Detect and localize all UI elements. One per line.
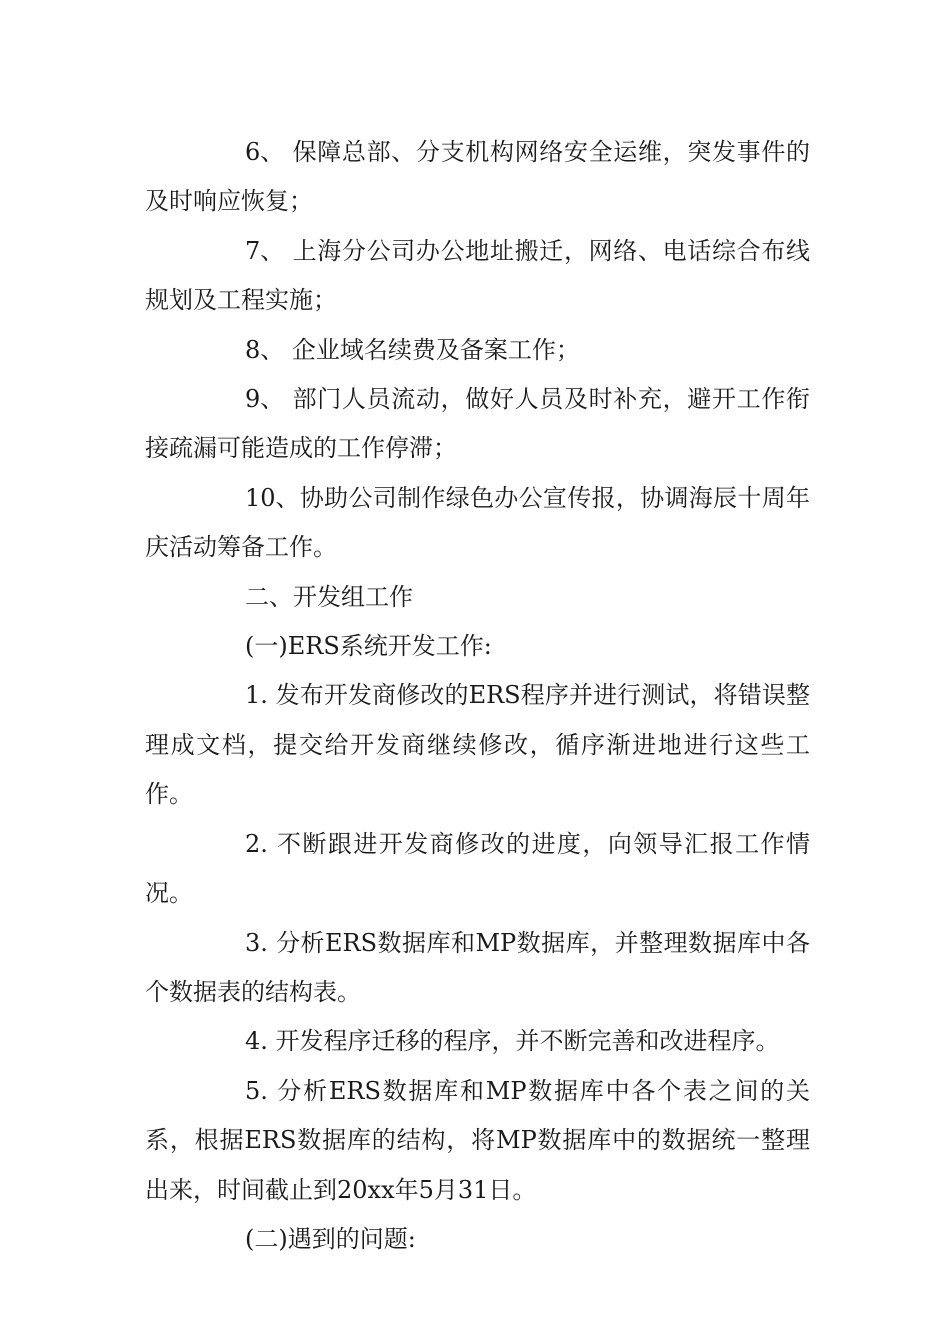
subsection-heading-problems (145, 1215, 810, 1264)
section-title: 开发组工作 (293, 582, 413, 611)
section-number: 二、 (245, 582, 293, 611)
item-number: 6、 (245, 138, 285, 166)
paragraph-6 (145, 128, 810, 227)
item-number: 5. (245, 1076, 268, 1105)
paragraph-7 (145, 227, 810, 326)
section-heading-dev-group (145, 573, 810, 622)
paragraph-text: 上海分公司办公地址搬迁，网络、电话综合布线规划及工程实施； (145, 236, 810, 315)
paragraph-10 (145, 474, 810, 573)
paragraph-text: 分析ERS数据库和MP数据库中各个表之间的关系，根据ERS数据库的结构，将MP数据库中的数据统一整理出来，时间截止到20xx年5月31日。 (145, 1076, 810, 1204)
subsection-number: (一) (245, 632, 288, 661)
ers-item-5 (145, 1067, 810, 1215)
ers-item-3 (145, 919, 810, 1018)
paragraph-text: 协助公司制作绿色办公宣传报，协调海辰十周年庆活动筹备工作。 (145, 483, 810, 562)
item-number: 7、 (245, 236, 285, 265)
item-number: 1. (245, 681, 268, 710)
paragraph-text: 发布开发商修改的ERS程序并进行测试，将错误整理成文档，提交给开发商继续修改，循序渐进地进行这些工作。 (145, 681, 810, 809)
paragraph-8 (145, 326, 810, 375)
paragraph-text: 不断跟进开发商修改的进度，向领导汇报工作情况。 (145, 829, 810, 908)
paragraph-text: 保障总部、分支机构网络安全运维，突发事件的及时响应恢复； (145, 138, 810, 216)
subsection-number: (二) (245, 1224, 288, 1253)
ers-item-4 (145, 1017, 810, 1066)
subsection-title: ERS系统开发工作: (287, 632, 492, 661)
item-number: 4. (245, 1027, 268, 1056)
item-number: 9、 (245, 385, 285, 414)
paragraph-text: 开发程序迁移的程序，并不断完善和改进程序。 (267, 1027, 780, 1056)
item-number: 8、 (245, 335, 285, 364)
paragraph-text: 分析ERS数据库和MP数据库，并整理数据库中各个数据表的结构表。 (145, 928, 810, 1006)
ers-item-2 (145, 820, 810, 919)
document-body (145, 128, 810, 1264)
subsection-title: 遇到的问题: (287, 1224, 416, 1253)
item-number: 2. (245, 829, 268, 858)
paragraph-9 (145, 375, 810, 474)
paragraph-text: 企业域名续费及备案工作； (284, 335, 580, 364)
ers-item-1 (145, 671, 810, 819)
subsection-heading-ers (145, 622, 810, 671)
item-number: 3. (245, 928, 268, 957)
item-number: 10、 (245, 483, 300, 512)
paragraph-text: 部门人员流动，做好人员及时补充，避开工作衔接疏漏可能造成的工作停滞； (145, 385, 810, 463)
